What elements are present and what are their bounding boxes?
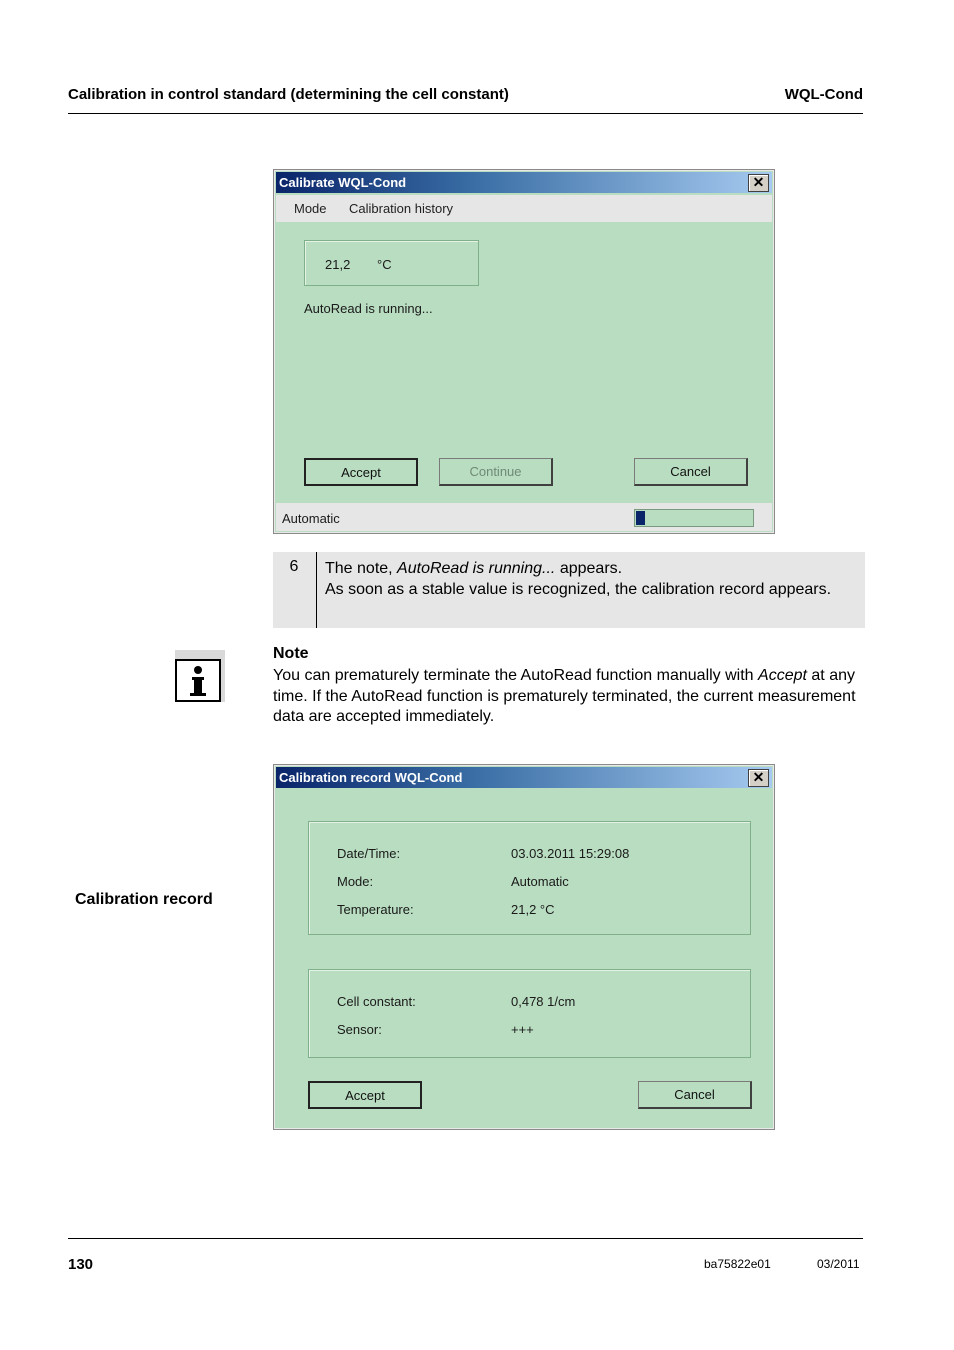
autoread-progress-bar [634,509,754,527]
step-line1-prefix: The note, [325,560,398,577]
page-header-product: WQL-Cond [784,86,863,103]
autoread-status-text: AutoRead is running... [304,301,433,316]
record-info-group [308,821,751,935]
record-result-group [308,969,751,1058]
status-bar-mode: Automatic [282,511,340,526]
note-body [273,666,865,728]
calibration-record-title: Calibration record WQL-Cond [279,770,463,785]
cancel-button[interactable]: Cancel [634,458,748,486]
calibrate-dialog-title: Calibrate WQL-Cond [279,175,407,190]
status-bar [276,503,772,531]
record-value-datetime: 03.03.2011 15:29:08 [511,846,630,861]
menu-bar [276,195,772,222]
temperature-display [304,240,479,286]
header-divider [68,113,863,114]
instruction-step [273,552,865,628]
accept-button[interactable]: Accept [304,458,418,486]
calibration-record-dialog [273,764,775,1130]
calibrate-dialog-titlebar[interactable] [276,172,772,193]
menu-item-calibration-history[interactable]: Calibration history [349,201,454,216]
note-body-suffix: at any time. If the AutoRead function is prematurely terminated, the current measurement data are accepted immediately. [273,667,856,725]
temperature-value: 21,2 [325,257,351,272]
document-date: 03/2011 [817,1257,860,1271]
temperature-unit: °C [377,257,392,272]
record-value-cell-constant: 0,478 1/cm [511,994,576,1009]
page-header-title: Calibration in control standard (determining the cell constant) [68,86,509,103]
page-number: 130 [68,1256,94,1273]
record-value-sensor: +++ [511,1022,534,1037]
continue-button[interactable]: Continue [439,458,553,486]
note-body-prefix: You can prematurely terminate the AutoRead function manually with [273,667,759,684]
step-number: 6 [289,558,299,575]
record-label-cell-constant: Cell constant: [337,994,416,1009]
calibrate-dialog [273,169,775,534]
record-cancel-button[interactable]: Cancel [638,1081,752,1109]
step-divider [316,552,317,628]
step-line1-italic: AutoRead is running... [397,560,556,577]
calibration-record-titlebar[interactable] [276,767,772,788]
margin-label: Calibration record [75,891,213,908]
footer-divider [68,1238,863,1239]
close-icon[interactable]: ✕ [748,174,769,192]
step-text [325,558,855,600]
step-line2: As soon as a stable value is recognized, the calibration record appears. [325,581,832,598]
document-id: ba75822e01 [704,1257,771,1271]
step-line1-suffix: appears. [555,560,623,577]
record-label-sensor: Sensor: [337,1022,382,1037]
close-icon[interactable]: ✕ [748,769,769,787]
record-label-mode: Mode: [337,874,374,889]
info-icon [175,650,225,702]
menu-item-mode[interactable]: Mode [294,201,327,216]
record-accept-button[interactable]: Accept [308,1081,422,1109]
note-heading: Note [273,645,309,662]
record-value-temperature: 21,2 °C [511,902,555,917]
progress-fill [636,511,645,525]
note-body-italic: Accept [758,667,807,684]
record-label-temperature: Temperature: [337,902,414,917]
record-label-datetime: Date/Time: [337,846,401,861]
record-value-mode: Automatic [511,874,569,889]
